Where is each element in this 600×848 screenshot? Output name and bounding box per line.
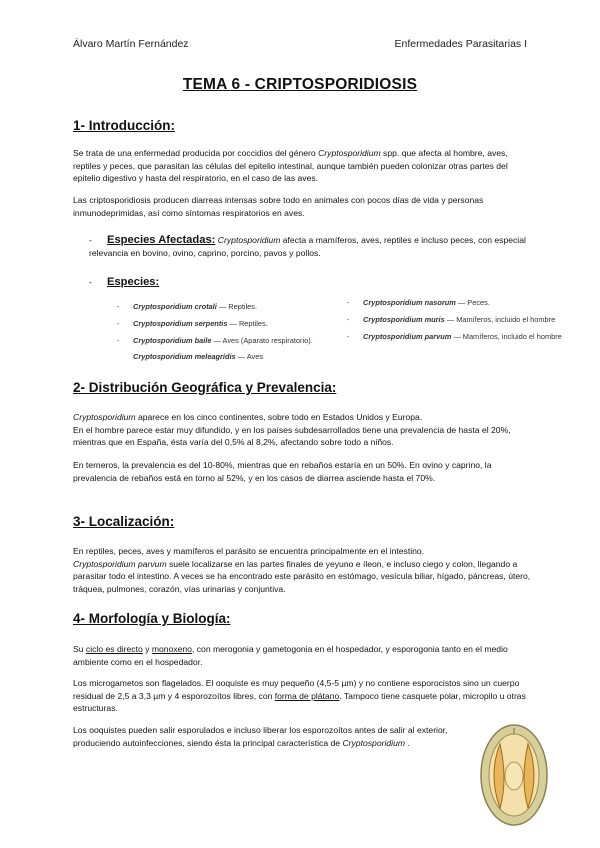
header-author: Álvaro Martín Fernández <box>73 38 189 50</box>
location-paragraph-1: En reptiles, peces, aves y mamíferos el parásito se encuentra principalmente en el intestino. Cryptosporidium parvum suele localizarse en las partes finales de yeyuno e íleon, e incluso ciego y colon, llegando a parasitar todo el intestino. A veces se ha encontrado este parásito en estómago, vesícula biliar, hígado, páncreas, útero, tráquea, pulmones, corazón, vías urinarias y conjuntiva. <box>73 546 531 594</box>
affected-species-label: Especies Afectadas: <box>107 234 216 246</box>
species-item: - Cryptosporidium crotali — Reptiles. <box>117 302 258 311</box>
species-item: - Cryptosporidium nasorum — Peces. <box>347 298 490 307</box>
section-intro-heading: 1- Introducción: <box>73 118 175 133</box>
morphology-paragraph-3: Los ooquistes pueden salir esporulados e incluso liberar los esporozoítos antes de salir al exterior, produciendo autoinfecciones, siendo ésta la principal característica de Cryptosporidium . <box>73 725 448 748</box>
header-course: Enfermedades Parasitarias I <box>394 38 527 50</box>
species-item: - Cryptosporidium muris — Mamíferos, incluido el hombre <box>347 315 556 324</box>
distribution-paragraph-1: Cryptosporidium aparece en los cinco continentes, sobre todo en Estados Unidos y Europa. En el hombre parece estar muy difundido, y en los países subdesarrollados tiene una prevalencia de hasta el 20%, mientras que en España, ésta varía del 0,5% al 8,2%, afectando sobre todo a niños. <box>73 412 511 447</box>
oocyst-illustration-icon <box>478 720 550 830</box>
intro-paragraph-1: Se trata de una enfermedad producida por coccidios del género Cryptosporidium spp. que afecta al hombre, aves, reptiles y peces, que parasitan las células del epitelio intestinal, aunque también pueden colonizar otras partes del epitelio digestivo y hasta del respiratorio, en el caso de las aves. <box>73 148 508 183</box>
species-item: - Cryptosporidium parvum — Mamíferos, incluido el hombre <box>347 332 562 341</box>
species-list-label: - Especies: <box>89 276 160 288</box>
morphology-paragraph-1: Su ciclo es directo y monoxeno, con merogonia y gametogonia en el hospedador, y esporogonia tanto en el medio ambiente como en el hospedador. <box>73 644 508 667</box>
document-title: TEMA 6 - CRIPTOSPORIDIOSIS <box>182 76 418 93</box>
residual-body <box>505 762 523 790</box>
bullet-dash: - <box>89 235 92 245</box>
section-distribution-heading: 2- Distribución Geográfica y Prevalencia: <box>73 380 337 395</box>
species-item: - Cryptosporidium serpentis — Reptiles. <box>117 319 268 328</box>
species-item: Cryptosporidium meleagridis — Aves <box>133 352 264 361</box>
affected-species-item: - Especies Afectadas: Cryptosporidium afecta a mamíferos, aves, reptiles e incluso peces, con especial relevancia en bovino, ovino, caprino, porcino, pavos y pollos. <box>89 234 526 258</box>
section-morphology-heading: 4- Morfología y Biología: <box>73 611 231 626</box>
intro-paragraph-2: Las criptosporidiosis producen diarreas intensas sobre todo en animales con pocos días de vida y personas inmunodeprimidas, así como síntomas respiratorios en aves. <box>73 195 484 218</box>
species-item: - Cryptosporidium baile — Aves (Aparato respiratorio). <box>117 336 313 345</box>
section-location-heading: 3- Localización: <box>73 514 175 529</box>
morphology-paragraph-2: Los microgametos son flagelados. El ooquiste es muy pequeño (4,5-5 µm) y no contiene esporocistos sino un cuerpo residual de 2,5 a 3,3 µm y 4 esporozoítos libres, con forma de plátano. Tampoco tiene casquete polar, micropilo u otras estructuras. <box>73 678 526 713</box>
bullet-dash: - <box>89 277 92 287</box>
distribution-paragraph-2: En terneros, la prevalencia es del 10-80%, mientras que en rebaños estaría en un 50%. En ovino y caprino, la prevalencia de rebaños está en torno al 52%, y en los casos de diarrea asciende hasta el 70%. <box>73 460 492 483</box>
